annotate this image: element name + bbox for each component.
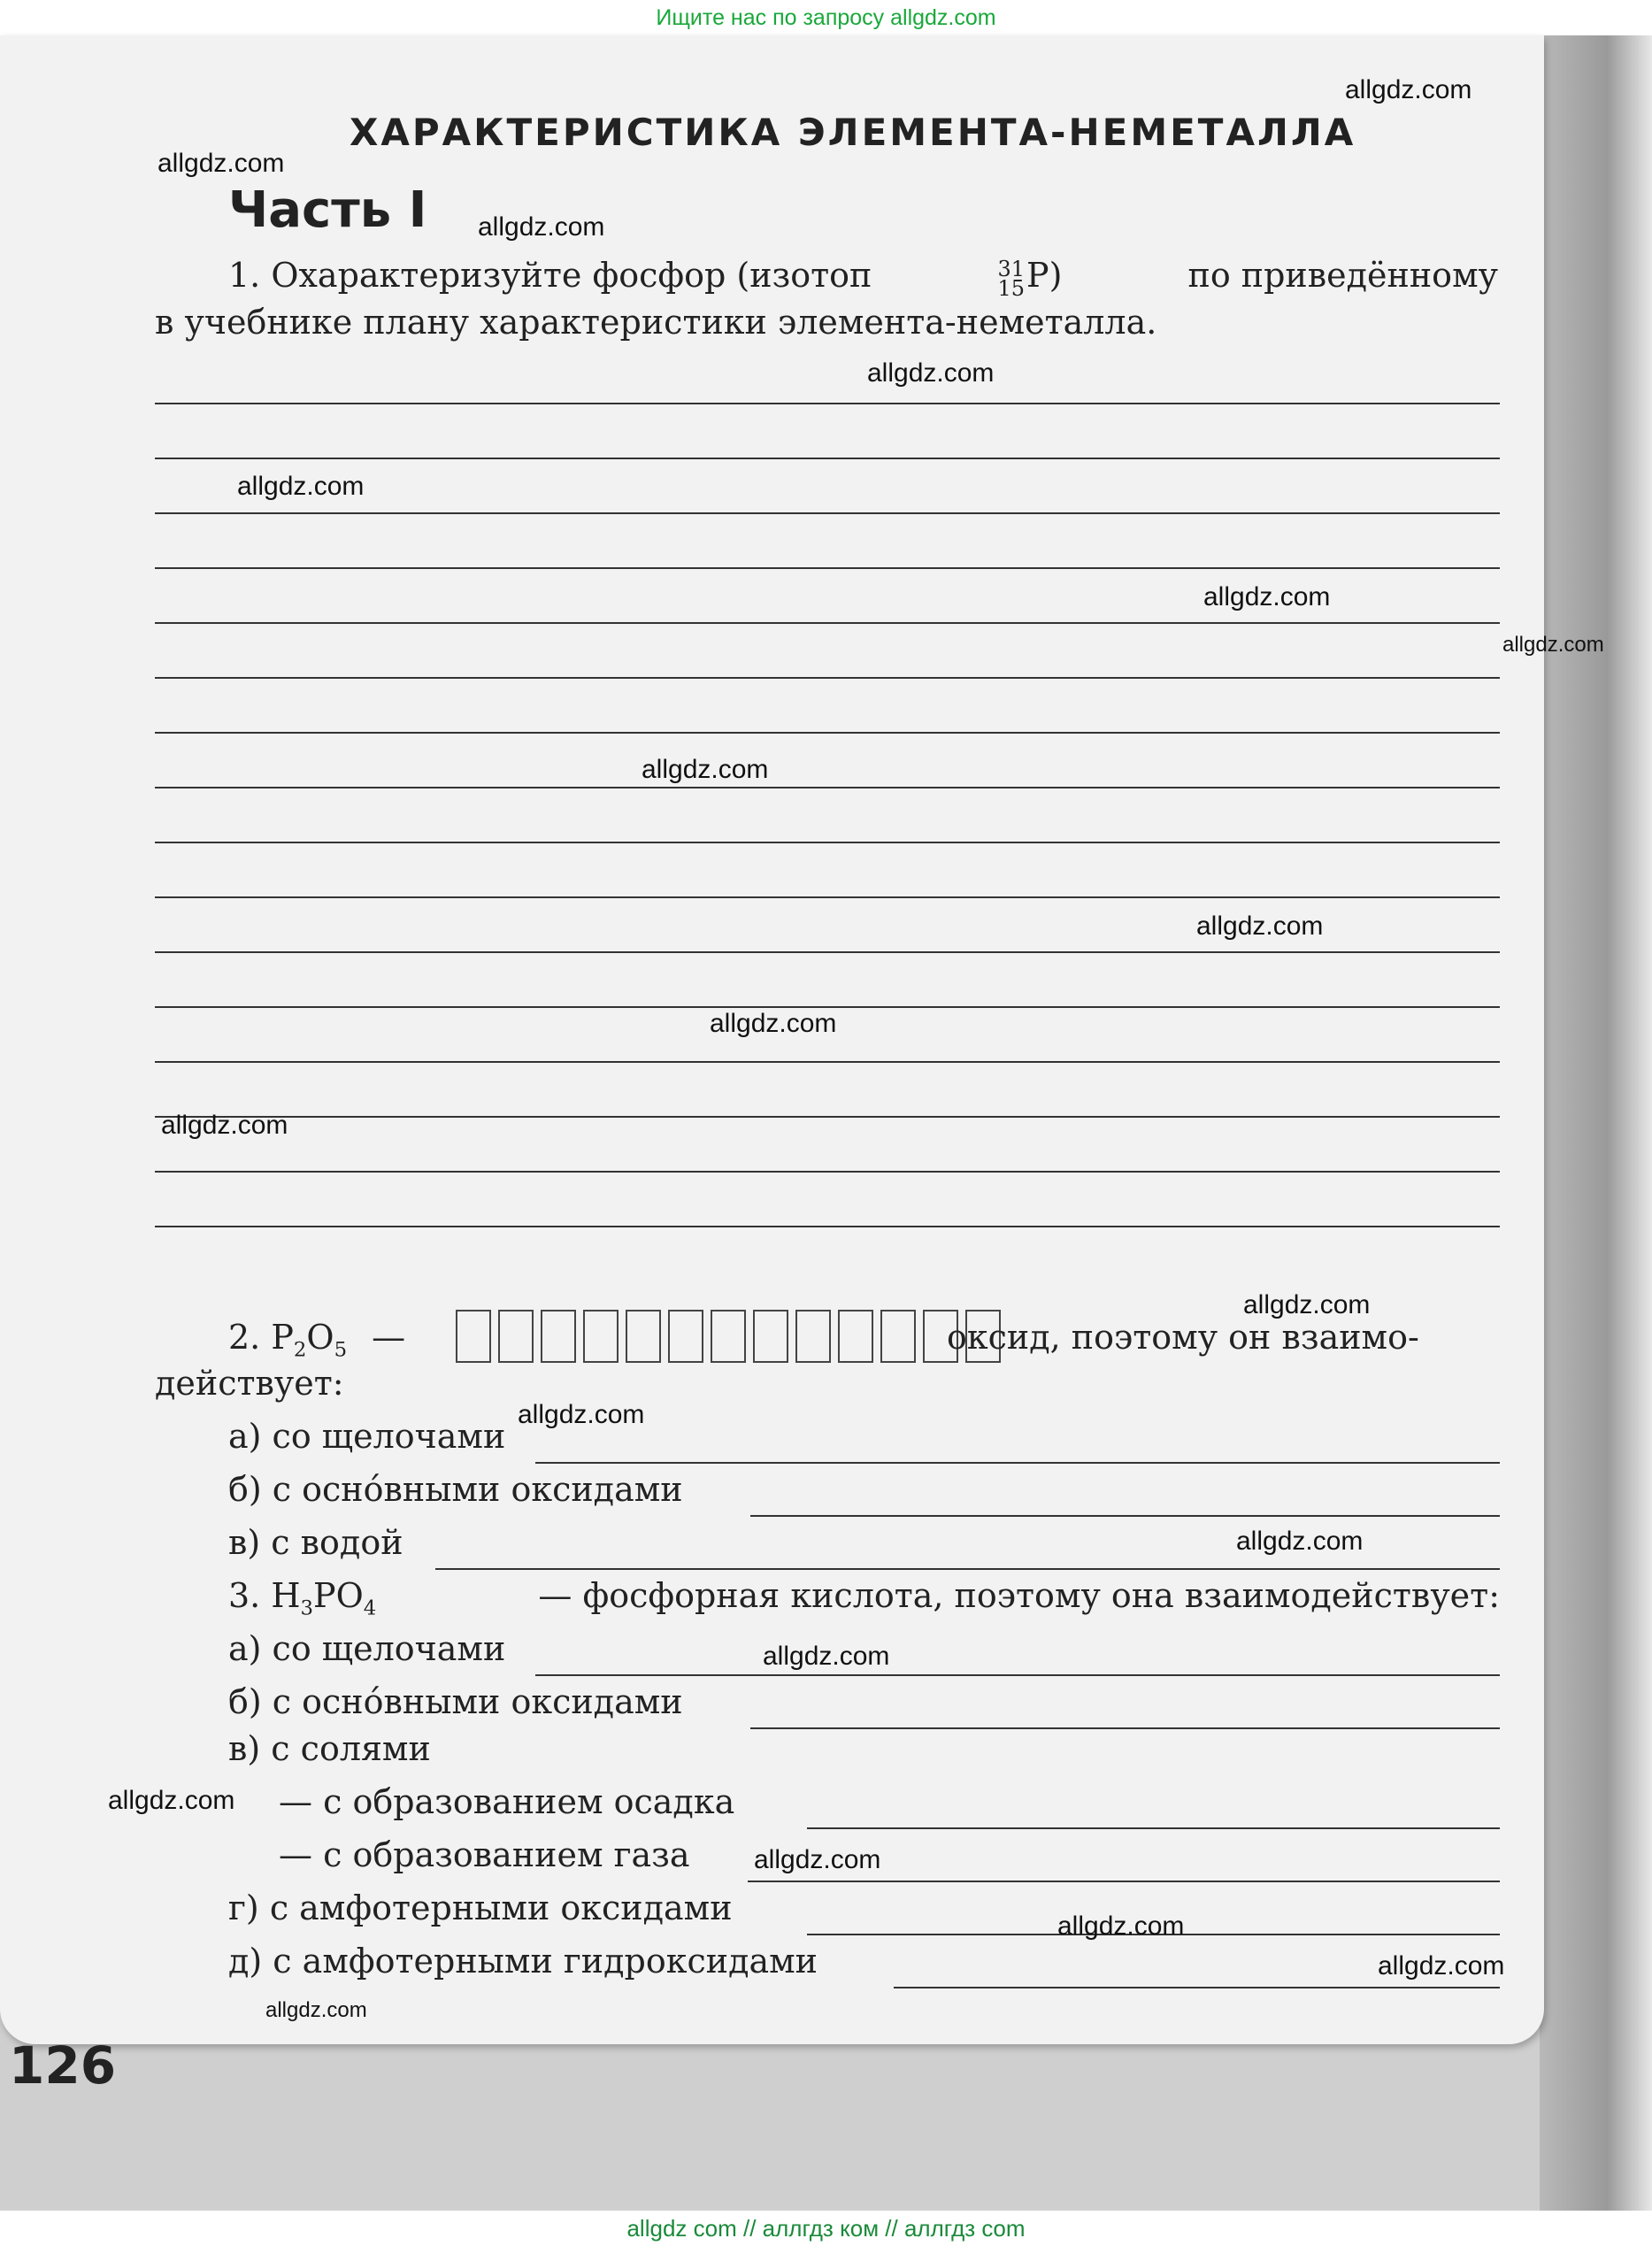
answer-line[interactable]: [894, 1987, 1500, 1988]
book-spine-shadow: [1540, 35, 1652, 2211]
watermark: allgdz.com: [763, 1642, 890, 1671]
task2-item-c: в) с водой: [228, 1523, 403, 1562]
task2-text-b: оксид, поэтому он взаимо-: [947, 1318, 1419, 1357]
task1-text-b: по приведённому: [1187, 256, 1498, 295]
letter-box[interactable]: [583, 1310, 619, 1363]
letter-box[interactable]: [838, 1310, 873, 1363]
task1-line2: в учебнике плану характеристики элемента-неметалла.: [155, 303, 1157, 342]
answer-line[interactable]: [155, 403, 1500, 404]
watermark: allgdz.com: [1203, 582, 1331, 611]
task3-text: — фосфорная кислота, поэтому она взаимодействует:: [538, 1576, 1500, 1615]
part-heading: Часть I: [228, 181, 427, 239]
watermark: allgdz.com: [1345, 75, 1472, 104]
task2-dash: —: [372, 1318, 406, 1357]
watermark: allgdz.com: [867, 358, 995, 388]
answer-line[interactable]: [435, 1568, 1500, 1570]
answer-line[interactable]: [535, 1462, 1500, 1464]
isotope-symbol: P): [1026, 256, 1063, 295]
letter-box[interactable]: [626, 1310, 661, 1363]
task3-item-c1: — с образованием осадка: [279, 1782, 735, 1821]
answer-line[interactable]: [155, 512, 1500, 514]
header-banner[interactable]: Ищите нас по запросу allgdz.com: [0, 0, 1652, 35]
letter-box[interactable]: [753, 1310, 788, 1363]
task2-line2: действует:: [155, 1364, 344, 1403]
watermark: allgdz.com: [108, 1786, 235, 1815]
task3-formula-po-sub: 4: [363, 1596, 377, 1620]
task3-item-e: д) с амфотерными гидроксидами: [228, 1942, 818, 1981]
answer-line[interactable]: [155, 1116, 1500, 1118]
task3-item-a: а) со щелочами: [228, 1629, 506, 1668]
watermark: allgdz.com: [1057, 1911, 1185, 1941]
watermark: allgdz.com: [1378, 1951, 1505, 1981]
watermark: allgdz.com: [161, 1111, 288, 1140]
answer-line[interactable]: [155, 787, 1500, 788]
watermark: allgdz.com: [1502, 633, 1604, 657]
letter-boxes: [456, 1310, 1001, 1363]
footer-banner[interactable]: allgdz com // аллгдз ком // аллгдз com: [0, 2211, 1652, 2246]
answer-line[interactable]: [155, 677, 1500, 679]
watermark: allgdz.com: [710, 1009, 837, 1038]
answer-line[interactable]: [155, 951, 1500, 953]
task2-formula-o-sub: 5: [334, 1338, 348, 1362]
watermark: allgdz.com: [265, 1998, 367, 2022]
letter-box[interactable]: [456, 1310, 491, 1363]
answer-line[interactable]: [155, 567, 1500, 569]
task2-item-b: б) с оснóвными оксидами: [228, 1470, 683, 1509]
task1-text-a: 1. Охарактеризуйте фосфор (изотоп: [228, 256, 872, 295]
answer-line[interactable]: [535, 1674, 1500, 1676]
watermark: allgdz.com: [1236, 1527, 1364, 1556]
watermark: allgdz.com: [158, 149, 285, 178]
answer-line[interactable]: [750, 1727, 1500, 1729]
page-number: 126: [9, 2035, 117, 2096]
answer-line[interactable]: [155, 622, 1500, 624]
isotope: [997, 252, 1063, 301]
watermark: allgdz.com: [754, 1845, 881, 1874]
watermark: allgdz.com: [1243, 1290, 1371, 1319]
task3-item-c2: — с образованием газа: [279, 1835, 690, 1874]
page-title: ХАРАКТЕРИСТИКА ЭЛЕМЕНТА-НЕМЕТАЛЛА: [350, 111, 1356, 154]
task3-formula-h: 3. H: [228, 1576, 301, 1615]
task2-line1-end: [947, 1314, 1498, 1360]
watermark: allgdz.com: [237, 472, 365, 501]
answer-line[interactable]: [155, 1226, 1500, 1227]
watermark: allgdz.com: [642, 755, 769, 784]
answer-line[interactable]: [155, 732, 1500, 734]
task2-formula-p: 2. P: [228, 1318, 294, 1357]
task3-item-c: в) с солями: [228, 1729, 431, 1768]
task3-item-d: г) с амфотерными оксидами: [228, 1888, 733, 1927]
answer-line[interactable]: [155, 896, 1500, 898]
task2-formula-p-sub: 2: [293, 1338, 307, 1362]
task3-formula-po: PO: [313, 1576, 364, 1615]
isotope-number: 15: [997, 275, 1026, 301]
task3-formula-h-sub: 3: [300, 1596, 313, 1620]
letter-box[interactable]: [541, 1310, 576, 1363]
task2-item-a: а) со щелочами: [228, 1417, 506, 1456]
answer-line[interactable]: [155, 842, 1500, 843]
letter-box[interactable]: [498, 1310, 534, 1363]
answer-line[interactable]: [155, 1061, 1500, 1063]
answer-line[interactable]: [155, 1006, 1500, 1008]
answer-line[interactable]: [807, 1827, 1500, 1829]
letter-box[interactable]: [711, 1310, 746, 1363]
watermark: allgdz.com: [1196, 911, 1324, 941]
watermark: allgdz.com: [478, 212, 605, 242]
task3-item-b: б) с оснóвными оксидами: [228, 1682, 683, 1721]
isotope-mass: 31: [997, 256, 1026, 281]
watermark: allgdz.com: [518, 1400, 645, 1429]
answer-line[interactable]: [155, 1171, 1500, 1173]
letter-box[interactable]: [795, 1310, 831, 1363]
task3-formula: [228, 1573, 376, 1632]
task1-line1: [228, 252, 1498, 301]
letter-box[interactable]: [880, 1310, 916, 1363]
task3-line1: [416, 1573, 1500, 1619]
letter-box[interactable]: [668, 1310, 703, 1363]
answer-line[interactable]: [750, 1515, 1500, 1517]
answer-line[interactable]: [155, 458, 1500, 459]
answer-line[interactable]: [748, 1881, 1500, 1882]
task2-formula-o: O: [306, 1318, 334, 1357]
